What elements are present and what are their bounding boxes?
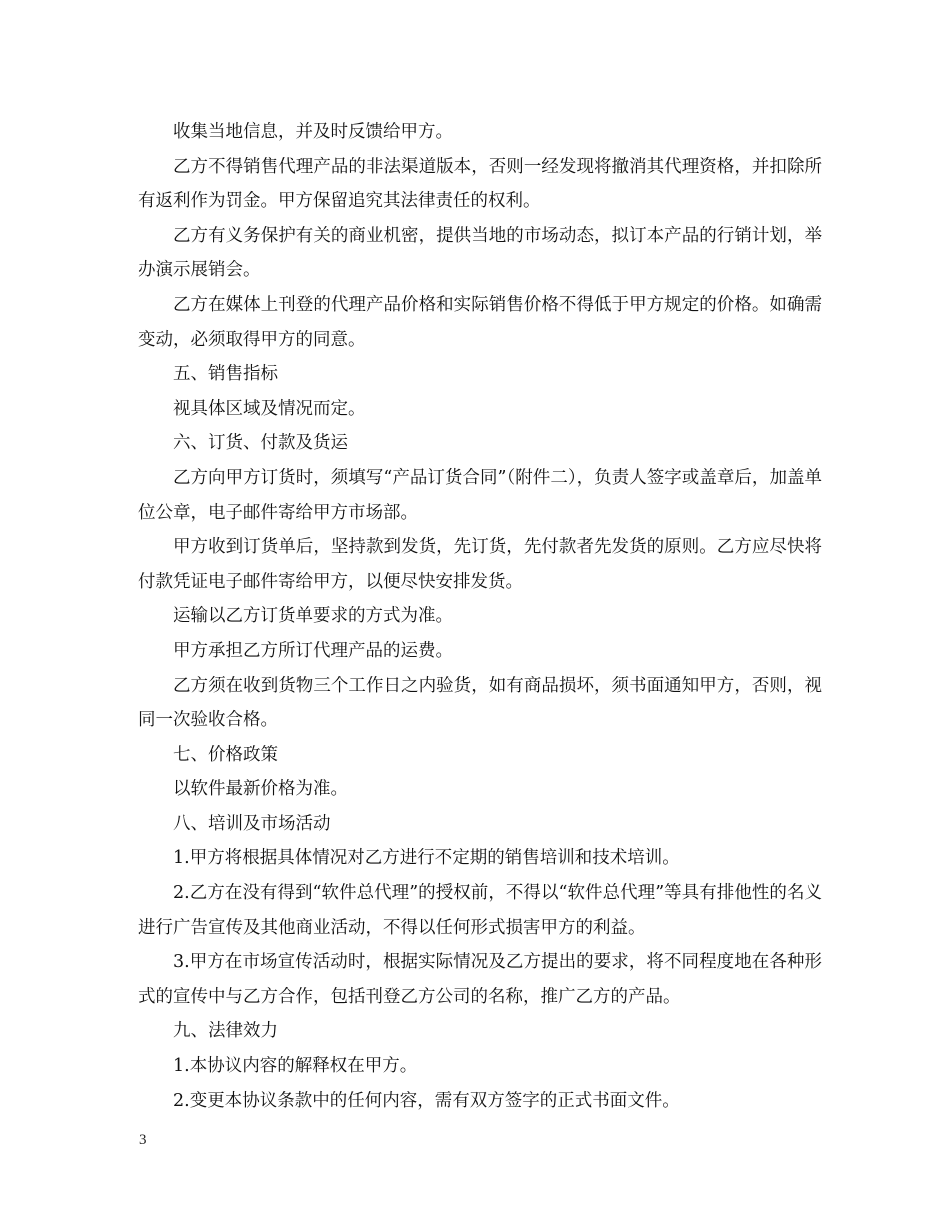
section-heading: 六、订货、付款及货运	[173, 433, 348, 454]
section-heading: 九、法律效力	[173, 1021, 278, 1042]
paragraph: 运输以乙方订货单要求的方式为准。	[173, 606, 453, 627]
list-item: 1.甲方将根据具体情况对乙方进行不定期的销售培训和技术培训。	[173, 848, 680, 869]
paragraph: 视具体区域及情况而定。	[173, 398, 366, 419]
paragraph: 收集当地信息，并及时反馈给甲方。	[173, 122, 453, 142]
paragraph: 甲方收到订货单后，坚持款到发货，先订货，先付款者先发货的原则。乙方应尽快将付款凭证电子邮件寄给甲方，以便尽快安排发货。	[138, 537, 822, 592]
paragraph: 乙方不得销售代理产品的非法渠道版本，否则一经发现将撤消其代理资格，并扣除所有返利作为罚金。甲方保留追究其法律责任的权利。	[138, 156, 822, 212]
document-body	[138, 115, 822, 1118]
list-item: 2.变更本协议条款中的任何内容，需有双方签字的正式书面文件。	[173, 1090, 680, 1111]
section-heading: 五、销售指标	[173, 364, 278, 385]
list-item: 1.本协议内容的解释权在甲方。	[173, 1056, 418, 1077]
paragraph: 乙方须在收到货物三个工作日之内验货，如有商品损坏，须书面通知甲方，否则，视同一次验收合格。	[138, 675, 822, 731]
paragraph: 甲方承担乙方所订代理产品的运费。	[173, 640, 453, 661]
section-heading: 七、价格政策	[173, 744, 278, 765]
section-heading: 八、培训及市场活动	[173, 813, 331, 834]
paragraph: 乙方在媒体上刊登的代理产品价格和实际销售价格不得低于甲方规定的价格。如确需变动，必须取得甲方的同意。	[138, 294, 822, 350]
page-number: 3	[139, 1132, 147, 1148]
list-item: 3.甲方在市场宣传活动时，根据实际情况及乙方提出的要求，将不同程度地在各种形式的宣传中与乙方合作，包括刊登乙方公司的名称，推广乙方的产品。	[138, 952, 822, 1007]
paragraph: 以软件最新价格为准。	[173, 779, 348, 800]
list-item: 2.乙方在没有得到“软件总代理”的授权前，不得以“软件总代理”等具有排他性的名义进行广告宣传及其他商业活动，不得以任何形式损害甲方的利益。	[138, 883, 822, 938]
paragraph: 乙方向甲方订货时，须填写“产品订货合同”（附件二），负责人签字或盖章后，加盖单位公章，电子邮件寄给甲方市场部。	[138, 467, 822, 523]
paragraph: 乙方有义务保护有关的商业机密，提供当地的市场动态，拟订本产品的行销计划，举办演示展销会。	[138, 225, 822, 281]
